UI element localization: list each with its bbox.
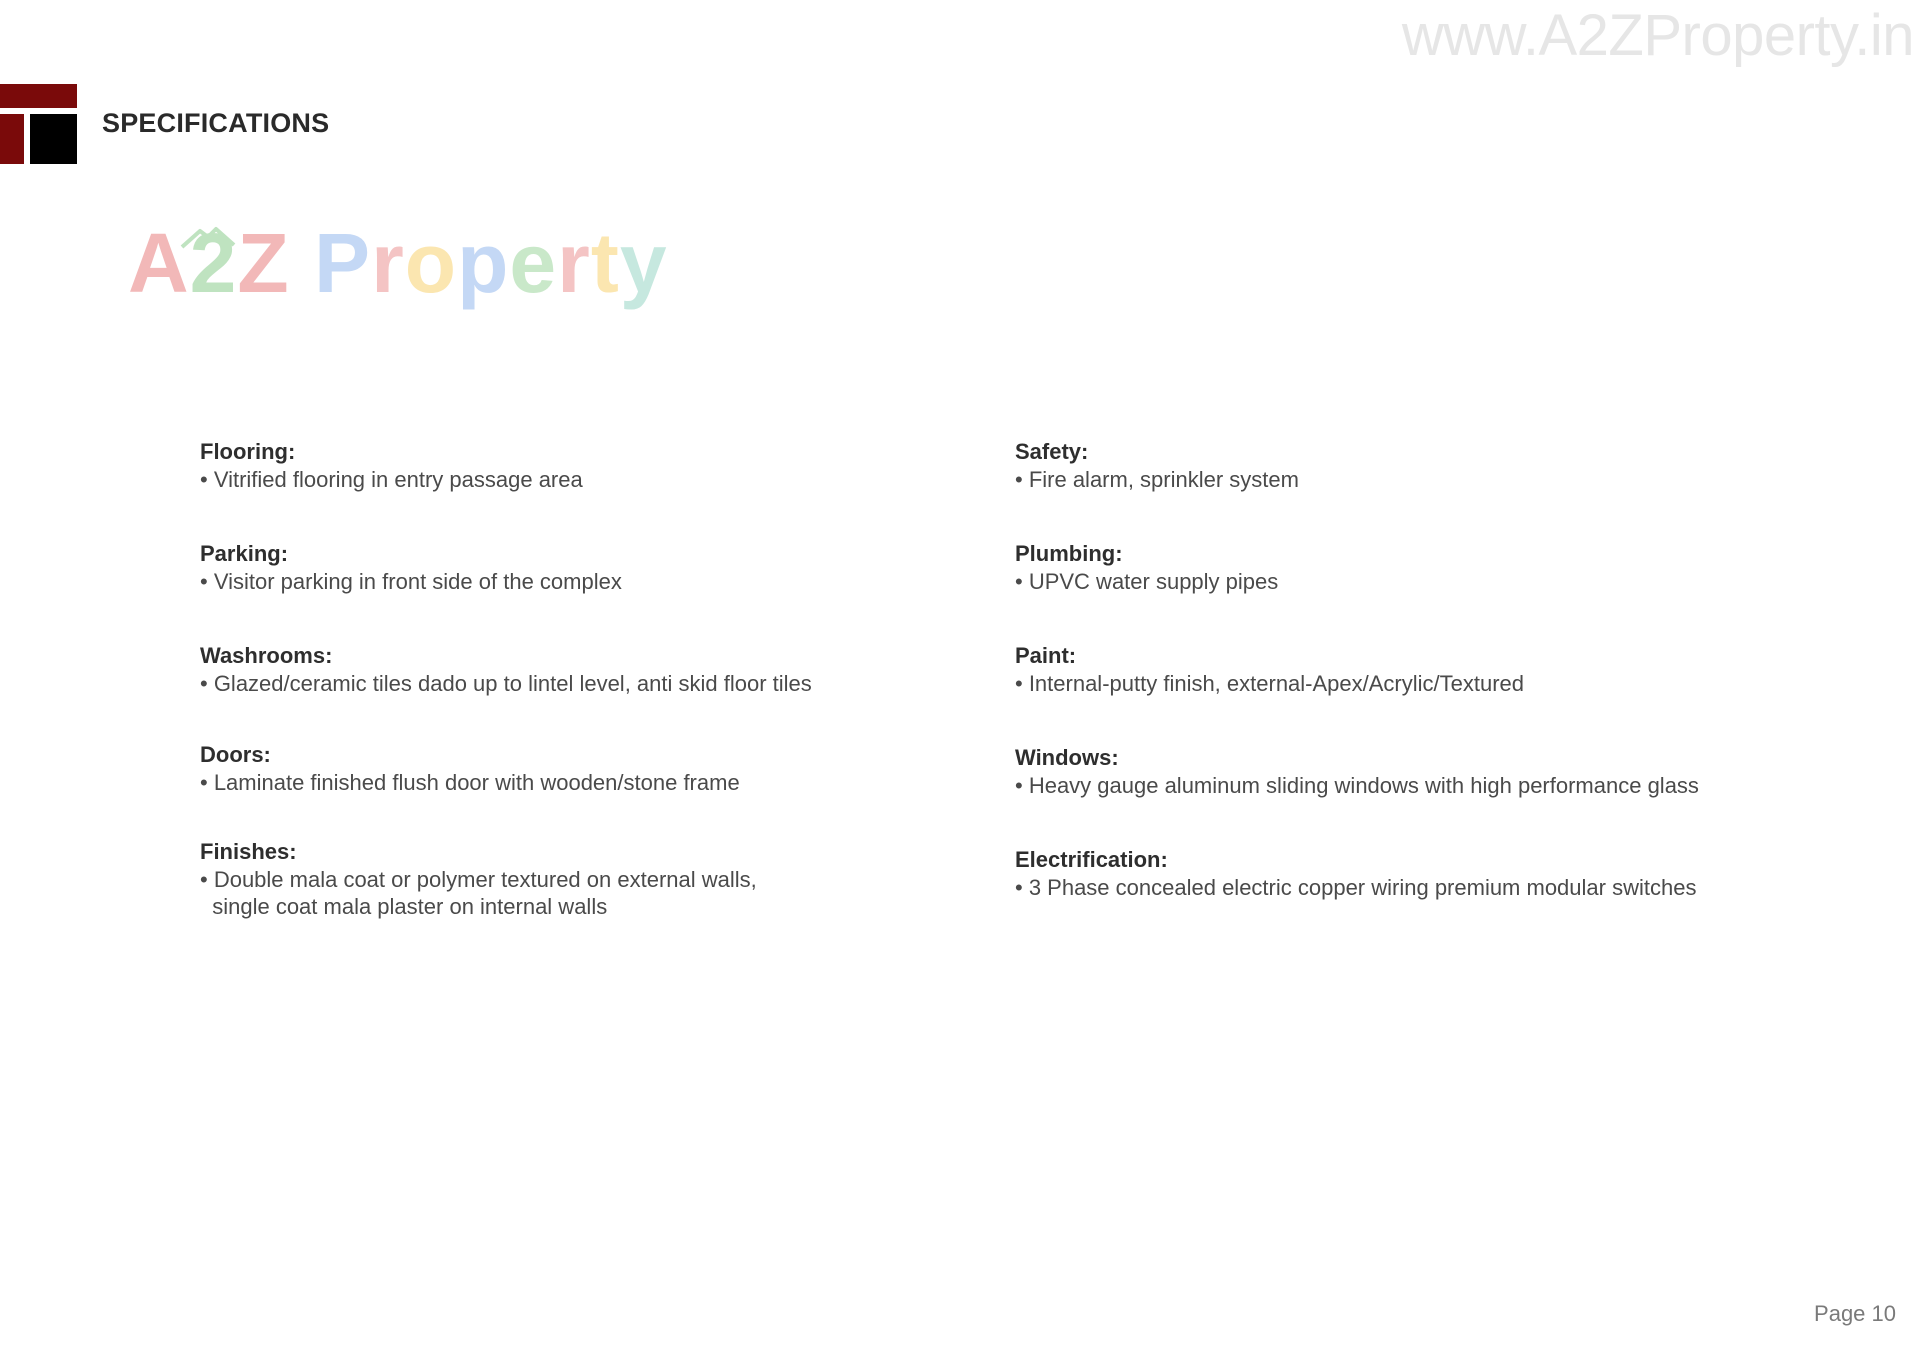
- spec-description: • Laminate finished flush door with wooden/stone frame: [200, 770, 740, 795]
- spec-description: • Fire alarm, sprinkler system: [1015, 467, 1299, 492]
- spec-label: Parking:: [200, 541, 289, 566]
- spec-label: Plumbing:: [1015, 541, 1123, 566]
- spec-description: • Internal-putty finish, external-Apex/Acrylic/Textured: [1015, 671, 1525, 696]
- spec-description: • Glazed/ceramic tiles dado up to lintel level, anti skid floor tiles: [200, 671, 812, 696]
- spec-item: [200, 540, 622, 595]
- spec-label: Flooring:: [200, 439, 296, 464]
- spec-item: [200, 741, 740, 796]
- brand-watermark-letter: 2: [189, 216, 238, 310]
- section-title: SPECIFICATIONS: [102, 108, 330, 138]
- logo-bar-top: [0, 84, 77, 108]
- spec-item: [1015, 642, 1524, 697]
- logo-bar-left: [0, 114, 24, 164]
- spec-label: Doors:: [200, 742, 271, 767]
- spec-label: Washrooms:: [200, 643, 333, 668]
- brand-watermark-letter: y: [619, 216, 668, 310]
- spec-description: • Vitrified flooring in entry passage area: [200, 467, 583, 492]
- brand-watermark-letter: e: [509, 216, 558, 310]
- brand-watermark-letter: P: [314, 216, 372, 310]
- spec-label: Finishes:: [200, 839, 297, 864]
- section-logo-mark: [0, 84, 77, 164]
- spec-item: [200, 838, 757, 920]
- brand-watermark-letter: A: [128, 216, 190, 310]
- house-roof-icon: [178, 225, 238, 249]
- watermark-url: www.A2ZProperty.in: [1401, 3, 1914, 68]
- spec-description: • Double mala coat or polymer textured on external walls,: [200, 867, 757, 892]
- spec-item: [1015, 846, 1696, 901]
- spec-description: • 3 Phase concealed electric copper wiring premium modular switches: [1015, 875, 1697, 900]
- brand-watermark-letter: [290, 216, 314, 310]
- brand-watermark-logo: [128, 215, 668, 312]
- spec-label: Windows:: [1015, 745, 1119, 770]
- spec-item: [1015, 540, 1278, 595]
- page-number: Page 10: [1814, 1301, 1896, 1326]
- spec-item: [200, 438, 583, 493]
- brand-watermark-letter: p: [457, 216, 510, 310]
- spec-description: • Heavy gauge aluminum sliding windows with high performance glass: [1015, 773, 1699, 798]
- spec-item: [1015, 438, 1299, 493]
- spec-label: Safety:: [1015, 439, 1089, 464]
- brand-watermark-letter: r: [371, 216, 405, 310]
- spec-label: Paint:: [1015, 643, 1077, 668]
- brand-watermark-letter: t: [590, 216, 620, 310]
- spec-description: single coat mala plaster on internal walls: [200, 894, 608, 919]
- brand-watermark-letter: o: [404, 216, 458, 310]
- spec-item: [200, 642, 812, 697]
- logo-block-right: [30, 114, 77, 164]
- spec-description: • UPVC water supply pipes: [1015, 569, 1279, 594]
- spec-item: [1015, 744, 1699, 799]
- spec-description: • Visitor parking in front side of the complex: [200, 569, 622, 594]
- spec-label: Electrification:: [1015, 847, 1168, 872]
- brand-watermark-letter: Z: [237, 216, 290, 310]
- brand-watermark-letter: r: [557, 216, 591, 310]
